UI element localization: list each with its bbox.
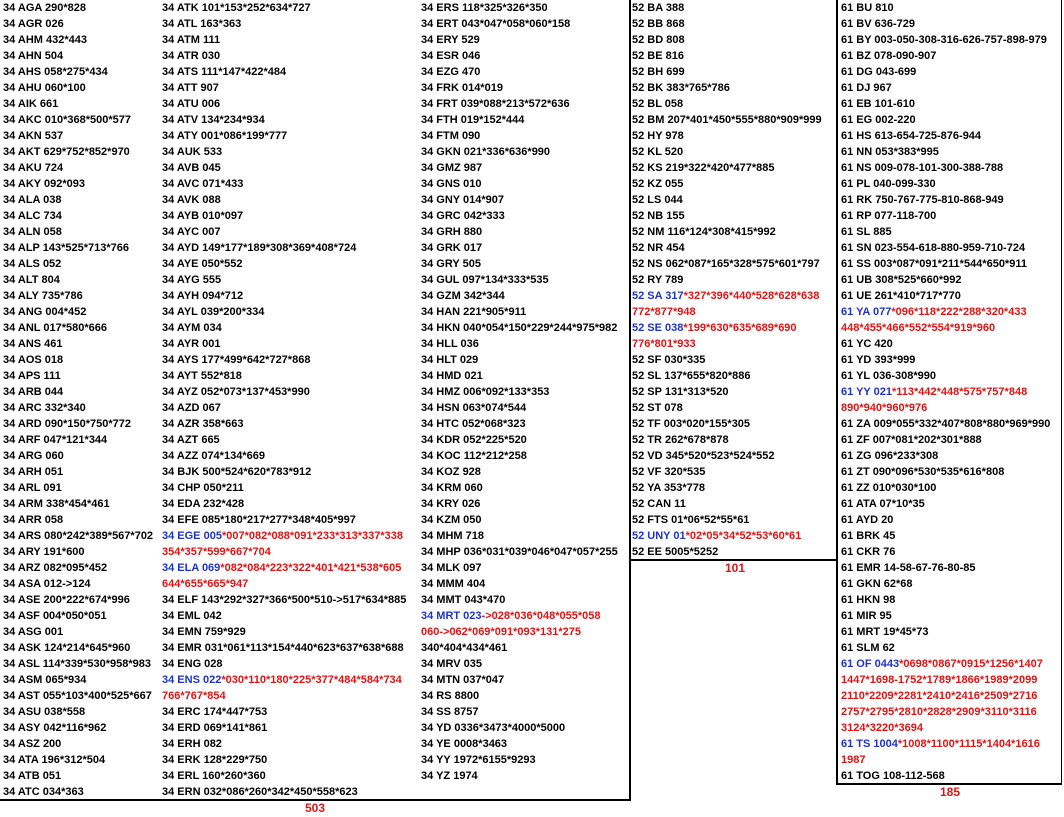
highlighted-code: 52 SE 038 (632, 322, 684, 334)
list-item: 34 EMR 031*061*113*154*440*623*637*638*688 (162, 642, 404, 654)
list-item: 61 EG 002-220 (841, 114, 916, 126)
list-item: 34 ALT 804 (3, 274, 60, 286)
list-item: 61 EMR 14-58-67-76-80-85 (841, 562, 976, 574)
list-item: 34 AIK 661 (3, 98, 59, 110)
list-item: 52 SL 137*655*820*886 (632, 370, 751, 382)
list-item: 34 ARC 332*340 (3, 402, 86, 414)
list-item: 52 EE 5005*5252 (632, 546, 719, 558)
list-item: 34 ALY 735*786 (3, 290, 83, 302)
list-item: 52 SF 030*335 (632, 354, 706, 366)
list-item: 34 EMN 759*929 (162, 626, 246, 638)
list-item: 34 ARZ 082*095*452 (3, 562, 108, 574)
list-item: 34 ARB 044 (3, 386, 64, 398)
list-item: 34 YE 0008*3463 (421, 738, 508, 750)
highlighted-numbers: *199*630*635*689*690 (683, 322, 797, 334)
list-item: 34 ARY 191*600 (3, 546, 85, 558)
highlighted-item (632, 528, 837, 544)
list-item: 34 ERS 118*325*326*350 (421, 2, 548, 14)
list-item: 61 ZZ 010*030*100 (841, 482, 937, 494)
list-item: 52 KZ 055 (632, 178, 684, 190)
list-item: 34 ASZ 200 (3, 738, 62, 750)
list-item: 52 RY 789 (632, 274, 684, 286)
highlighted-numbers-cont: 1987 (841, 754, 866, 766)
list-item: 34 HLL 036 (421, 338, 479, 350)
list-item: 34 AZT 665 (162, 434, 220, 446)
list-item: 34 AYR 001 (162, 338, 221, 350)
list-item: 52 TF 003*020*155*305 (632, 418, 751, 430)
highlighted-numbers-cont: 060->062*069*091*093*131*275 (421, 626, 581, 638)
highlighted-numbers-cont: 3124*3220*3694 (841, 722, 923, 734)
list-item: 34 GNS 010 (421, 178, 482, 190)
highlighted-code: 34 MRT 023 (421, 610, 482, 622)
highlighted-code: 34 ENS 022 (162, 674, 222, 686)
highlighted-item (632, 288, 837, 304)
highlighted-numbers-cont: 2757*2795*2810*2828*2909*3110*3116 (841, 706, 1037, 718)
list-item: 34 ASF 004*050*051 (3, 610, 107, 622)
list-item: 52 FTS 01*06*52*55*61 (632, 514, 750, 526)
list-item: 34 ERD 069*141*861 (162, 722, 268, 734)
list-item: 34 EZG 470 (421, 66, 481, 78)
list-item: 61 MRT 19*45*73 (841, 626, 929, 638)
highlighted-item (421, 608, 629, 624)
list-item: 34 ERL 160*260*360 (162, 770, 266, 782)
list-item: 34 ATM 111 (162, 34, 221, 46)
list-item: 34 ATK 101*153*252*634*727 (162, 2, 311, 14)
highlighted-code: 61 YY 021 (841, 386, 892, 398)
list-item: 34 FTM 090 (421, 130, 481, 142)
list-item: 34 AST 055*103*400*525*667 (3, 690, 152, 702)
list-item: 61 RK 750-767-775-810-868-949 (841, 194, 1004, 206)
list-item: 34 AYL 039*200*334 (162, 306, 265, 318)
list-item: 34 ALS 052 (3, 258, 62, 270)
list-item: 34 AYS 177*499*642*727*868 (162, 354, 311, 366)
list-item: 34 ASM 065*934 (3, 674, 87, 686)
total-34: 503 (304, 801, 326, 815)
list-item: 34 BJK 500*524*620*783*912 (162, 466, 312, 478)
list-item: 34 GRC 042*333 (421, 210, 505, 222)
highlighted-numbers-cont: 766*767*854 (162, 690, 226, 702)
list-item: 61 HKN 98 (841, 594, 896, 606)
list-item: 34 GMZ 987 (421, 162, 483, 174)
highlighted-numbers: *007*082*088*091*233*313*337*338 (221, 530, 404, 542)
list-item: 34 GRH 880 (421, 226, 483, 238)
column-52 (632, 0, 837, 560)
list-item: 34 ARD 090*150*750*772 (3, 418, 132, 430)
list-item: 34 ASE 200*222*674*996 (3, 594, 130, 606)
list-item: 34 ATS 111*147*422*484 (162, 66, 287, 78)
list-item: 34 ARH 051 (3, 466, 64, 478)
list-item: 34 AKY 092*093 (3, 178, 85, 190)
highlighted-item (162, 528, 420, 544)
list-item: 61 YC 420 (841, 338, 893, 350)
list-item: 34 ERH 082 (162, 738, 222, 750)
list-item: 34 APS 111 (3, 370, 61, 382)
list-item: 52 BL 058 (632, 98, 684, 110)
highlighted-item (162, 560, 420, 576)
list-item: 34 AKN 537 (3, 130, 64, 142)
highlighted-code: 61 OF 0443 (841, 658, 900, 670)
list-item: 34 ESR 046 (421, 50, 481, 62)
highlighted-item (162, 672, 420, 688)
list-item: 34 ATV 134*234*934 (162, 114, 265, 126)
list-item: 34 ASL 114*339*530*958*983 (3, 658, 152, 670)
list-item: 34 EFE 085*180*217*277*348*405*997 (162, 514, 356, 526)
list-item: 34 AVK 088 (162, 194, 221, 206)
list-item: 34 ARR 058 (3, 514, 64, 526)
highlighted-numbers-cont: 1447*1698-1752*1789*1866*1989*2099 (841, 674, 1038, 686)
list-item: 34 AYZ 052*073*137*453*990 (162, 386, 310, 398)
list-item: 34 ERT 043*047*058*060*158 (421, 18, 571, 30)
list-item: 34 MTN 037*047 (421, 674, 505, 686)
list-item: 34 ANS 461 (3, 338, 63, 350)
list-item: 34 MRV 035 (421, 658, 482, 670)
list-item: 34 HMZ 006*092*133*353 (421, 386, 550, 398)
list-item: 61 BU 810 (841, 2, 894, 14)
list-item: 34 AGR 026 (3, 18, 64, 30)
list-item: 34 ANG 004*452 (3, 306, 87, 318)
list-item: 34 AHM 432*443 (3, 34, 87, 46)
list-item: 34 ANL 017*580*666 (3, 322, 107, 334)
highlighted-numbers-cont: 776*801*933 (632, 338, 696, 350)
list-item: 52 NS 062*087*165*328*575*601*797 (632, 258, 820, 270)
right-border (1061, 0, 1062, 785)
list-item: 34 RS 8800 (421, 690, 480, 702)
highlighted-numbers-cont: 890*940*960*976 (841, 402, 928, 414)
list-item: 34 GRY 505 (421, 258, 481, 270)
list-item: 34 CHP 050*211 (162, 482, 244, 494)
list-item: 61 HS 613-654-725-876-944 (841, 130, 982, 142)
list-item: 34 KRY 026 (421, 498, 481, 510)
column-34-c (421, 0, 629, 784)
list-item: 34 AOS 018 (3, 354, 64, 366)
highlighted-numbers: ->028*036*048*055*058 (481, 610, 601, 622)
list-item: 34 GZM 342*344 (421, 290, 505, 302)
list-item: 61 SS 003*087*091*211*544*650*911 (841, 258, 1027, 270)
list-item: 34 ATT 907 (162, 82, 219, 94)
list-item: 34 ATA 196*312*504 (3, 754, 106, 766)
list-item: 61 UE 261*410*717*770 (841, 290, 961, 302)
divider-col1-col2 (160, 0, 161, 800)
list-item: 34 AKC 010*368*500*577 (3, 114, 132, 126)
list-item: 34 KOC 112*212*258 (421, 450, 527, 462)
list-item: 34 ELF 143*292*327*366*500*510->517*634*885 (162, 594, 407, 606)
list-item: 61 SN 023-554-618-880-959-710-724 (841, 242, 1026, 254)
list-item: 34 ARS 080*242*389*567*702 (3, 530, 154, 542)
list-item: 52 BA 388 (632, 2, 685, 14)
highlighted-numbers: *1008*1100*1115*1404*1616 (897, 738, 1040, 750)
list-item: 34 EDA 232*428 (162, 498, 245, 510)
list-item: 34 AYG 555 (162, 274, 222, 286)
column-34-b (162, 0, 420, 800)
highlighted-code: 34 EGE 005 (162, 530, 222, 542)
list-item: 34 MLK 097 (421, 562, 482, 574)
list-item: 34 AYD 149*177*189*308*369*408*724 (162, 242, 357, 254)
list-item: 52 YA 353*778 (632, 482, 705, 494)
list-item: 34 AZZ 074*134*669 (162, 450, 265, 462)
list-item: 34 ERN 032*086*260*342*450*558*623 (162, 786, 358, 798)
highlighted-numbers: *082*084*223*322*401*421*538*605 (220, 562, 402, 574)
column-61 (841, 0, 1061, 784)
list-item: 52 BB 868 (632, 18, 685, 30)
list-item: 34 AKU 724 (3, 162, 64, 174)
list-item: 34 ATC 034*363 (3, 786, 84, 798)
list-item: 52 ST 078 (632, 402, 683, 414)
list-item: 34 ATR 030 (162, 50, 221, 62)
list-item: 34 FRK 014*019 (421, 82, 503, 94)
list-item: 34 ALA 038 (3, 194, 62, 206)
list-item: 34 KRM 060 (421, 482, 483, 494)
list-item: 61 PL 040-099-330 (841, 178, 936, 190)
list-item: 34 ATL 163*363 (162, 18, 242, 30)
list-item: 34 AYC 007 (162, 226, 221, 238)
list-item: 34 ATY 001*086*199*777 (162, 130, 288, 142)
list-item: 61 RP 077-118-700 (841, 210, 937, 222)
list-item: 61 SL 885 (841, 226, 892, 238)
list-item: 34 HAN 221*905*911 (421, 306, 527, 318)
list-item: 34 MMM 404 (421, 578, 486, 590)
highlighted-code: 61 TS 1004 (841, 738, 898, 750)
total-61: 185 (939, 785, 961, 799)
list-item: 34 ERC 174*447*753 (162, 706, 268, 718)
highlighted-code: 61 YA 077 (841, 306, 892, 318)
list-item: 34 ENG 028 (162, 658, 223, 670)
highlighted-numbers: *096*118*222*288*320*433 (891, 306, 1027, 318)
list-item: 34 ERK 128*229*750 (162, 754, 268, 766)
list-item: 34 AYH 094*712 (162, 290, 244, 302)
list-item: 34 SS 8757 (421, 706, 479, 718)
list-item: 34 AVC 071*433 (162, 178, 244, 190)
list-item: 34 AHU 060*100 (3, 82, 86, 94)
list-item: 61 BV 636-729 (841, 18, 915, 30)
list-item: 52 KL 520 (632, 146, 684, 158)
list-item: 52 NM 116*124*308*415*992 (632, 226, 776, 238)
list-item: 52 BD 808 (632, 34, 685, 46)
list-item: 34 AHN 504 (3, 50, 64, 62)
highlighted-numbers: *030*110*180*225*377*484*584*734 (221, 674, 402, 686)
list-item: 34 ASA 012->124 (3, 578, 91, 590)
highlighted-numbers: *327*396*440*528*628*638 (683, 290, 820, 302)
list-item: 34 ASY 042*116*962 (3, 722, 107, 734)
list-item: 61 GKN 62*68 (841, 578, 913, 590)
list-item: 52 NR 454 (632, 242, 685, 254)
list-item: 34 HKN 040*054*150*229*244*975*982 (421, 322, 618, 334)
list-item: 34 ARL 091 (3, 482, 62, 494)
list-item: 34 ALP 143*525*713*766 (3, 242, 129, 254)
list-item: 34 FRT 039*088*213*572*636 (421, 98, 570, 110)
list-item: 61 MIR 95 (841, 610, 892, 622)
list-item: 61 SLM 62 (841, 642, 895, 654)
list-item: 34 AZD 067 (162, 402, 221, 414)
list-item: 61 ATA 07*10*35 (841, 498, 925, 510)
list-item: 52 LS 044 (632, 194, 683, 206)
list-item: 34 ALN 058 (3, 226, 62, 238)
list-item: 34 EML 042 (162, 610, 222, 622)
list-item: 34 AYM 034 (162, 322, 222, 334)
list-item: 34 HSN 063*074*544 (421, 402, 527, 414)
highlighted-item (841, 304, 1061, 320)
list-item: 52 NB 155 (632, 210, 685, 222)
list-item: 34 AGA 290*828 (3, 2, 86, 14)
highlighted-numbers-cont: 2110*2209*2281*2410*2416*2509*2716 (841, 690, 1038, 702)
list-item: 34 FTH 019*152*444 (421, 114, 525, 126)
list-item: 61 AYD 20 (841, 514, 894, 526)
list-item: 34 AHS 058*275*434 (3, 66, 108, 78)
divider-52-61 (836, 0, 838, 785)
list-item: 61 CKR 76 (841, 546, 896, 558)
list-item: 34 ASU 038*558 (3, 706, 86, 718)
list-item: 61 YD 393*999 (841, 354, 916, 366)
divider-34-52 (629, 0, 631, 800)
list-item: 34 GRK 017 (421, 242, 483, 254)
list-item: 34 ATB 051 (3, 770, 62, 782)
list-item: 34 KDR 052*225*520 (421, 434, 527, 446)
highlighted-item (841, 736, 1061, 752)
list-item: 61 YL 036-308*990 (841, 370, 937, 382)
list-item: 61 DG 043-699 (841, 66, 917, 78)
total-52: 101 (724, 561, 746, 575)
list-item: 61 ZT 090*096*530*535*616*808 (841, 466, 1005, 478)
highlighted-numbers-cont: 644*655*665*947 (162, 578, 249, 590)
list-item: 34 AYE 050*552 (162, 258, 243, 270)
list-item: 52 SP 131*313*520 (632, 386, 729, 398)
list-item: 34 MHM 718 (421, 530, 484, 542)
list-item: 52 BE 816 (632, 50, 684, 62)
highlighted-code: 52 SA 317 (632, 290, 684, 302)
list-item: 340*404*434*461 (421, 642, 508, 654)
list-item: 34 AKT 629*752*852*970 (3, 146, 130, 158)
list-item: 34 HLT 029 (421, 354, 479, 366)
list-item: 52 BH 699 (632, 66, 685, 78)
list-item: 61 ZG 096*233*308 (841, 450, 939, 462)
list-item: 34 HMD 021 (421, 370, 483, 382)
list-item: 52 BK 383*765*786 (632, 82, 730, 94)
highlighted-code: 34 ELA 069 (162, 562, 221, 574)
list-item: 34 ASK 124*214*645*960 (3, 642, 131, 654)
highlighted-numbers: *0698*0867*0915*1256*1407 (899, 658, 1043, 670)
list-item: 34 YD 0336*3473*4000*5000 (421, 722, 566, 734)
list-item: 61 DJ 967 (841, 82, 892, 94)
list-item: 61 BRK 45 (841, 530, 896, 542)
list-item: 61 ZF 007*081*202*301*888 (841, 434, 982, 446)
list-item: 34 ASG 001 (3, 626, 64, 638)
list-item: 34 AYT 552*818 (162, 370, 242, 382)
list-item: 52 VD 345*520*523*524*552 (632, 450, 775, 462)
list-item: 34 GKN 021*336*636*990 (421, 146, 551, 158)
list-item: 34 AYB 010*097 (162, 210, 244, 222)
list-item: 34 ARF 047*121*344 (3, 434, 108, 446)
list-item: 34 YY 1972*6155*9293 (421, 754, 536, 766)
list-item: 34 ALC 734 (3, 210, 62, 222)
list-item: 34 AVB 045 (162, 162, 221, 174)
highlighted-item (841, 384, 1061, 400)
list-item: 52 VF 320*535 (632, 466, 706, 478)
list-item: 61 BZ 078-090-907 (841, 50, 937, 62)
list-item: 34 ARM 338*454*461 (3, 498, 110, 510)
highlighted-numbers-cont: 354*357*599*667*704 (162, 546, 271, 558)
list-item: 34 AZR 358*663 (162, 418, 244, 430)
list-item: 34 YZ 1974 (421, 770, 478, 782)
list-item: 34 MHP 036*031*039*046*047*057*255 (421, 546, 618, 558)
list-item: 34 GNY 014*907 (421, 194, 504, 206)
list-item: 52 CAN 11 (632, 498, 686, 510)
list-item: 61 BY 003-050-308-316-626-757-898-979 (841, 34, 1047, 46)
list-item: 61 NS 009-078-101-300-388-788 (841, 162, 1004, 174)
list-item: 52 HY 978 (632, 130, 684, 142)
highlighted-numbers: *113*442*448*575*757*848 (891, 386, 1028, 398)
column-34-a (3, 0, 160, 800)
highlighted-item (841, 656, 1061, 672)
list-item: 34 AUK 533 (162, 146, 223, 158)
highlighted-code: 52 UNY 01 (632, 530, 686, 542)
highlighted-numbers: *02*05*34*52*53*60*61 (685, 530, 802, 542)
highlighted-item (632, 320, 837, 336)
list-item: 61 NN 053*383*995 (841, 146, 939, 158)
list-item: 34 KOZ 928 (421, 466, 481, 478)
list-item: 34 ARG 060 (3, 450, 64, 462)
list-item: 34 ATU 006 (162, 98, 221, 110)
list-item: 34 KZM 050 (421, 514, 482, 526)
list-item: 52 TR 262*678*878 (632, 434, 729, 446)
list-item: 52 BM 207*401*450*555*880*909*999 (632, 114, 822, 126)
highlighted-numbers-cont: 772*877*948 (632, 306, 696, 318)
list-item: 34 HTC 052*068*323 (421, 418, 526, 430)
list-item: 34 GUL 097*134*333*535 (421, 274, 549, 286)
highlighted-numbers-cont: 448*455*466*552*554*919*960 (841, 322, 996, 334)
list-item: 61 TOG 108-112-568 (841, 770, 945, 782)
list-item: 34 MMT 043*470 (421, 594, 506, 606)
list-item: 61 UB 308*525*660*992 (841, 274, 962, 286)
list-item: 61 ZA 009*055*332*407*808*880*969*990 (841, 418, 1051, 430)
list-item: 34 ERY 529 (421, 34, 480, 46)
list-item: 61 EB 101-610 (841, 98, 915, 110)
list-item: 52 KS 219*322*420*477*885 (632, 162, 775, 174)
